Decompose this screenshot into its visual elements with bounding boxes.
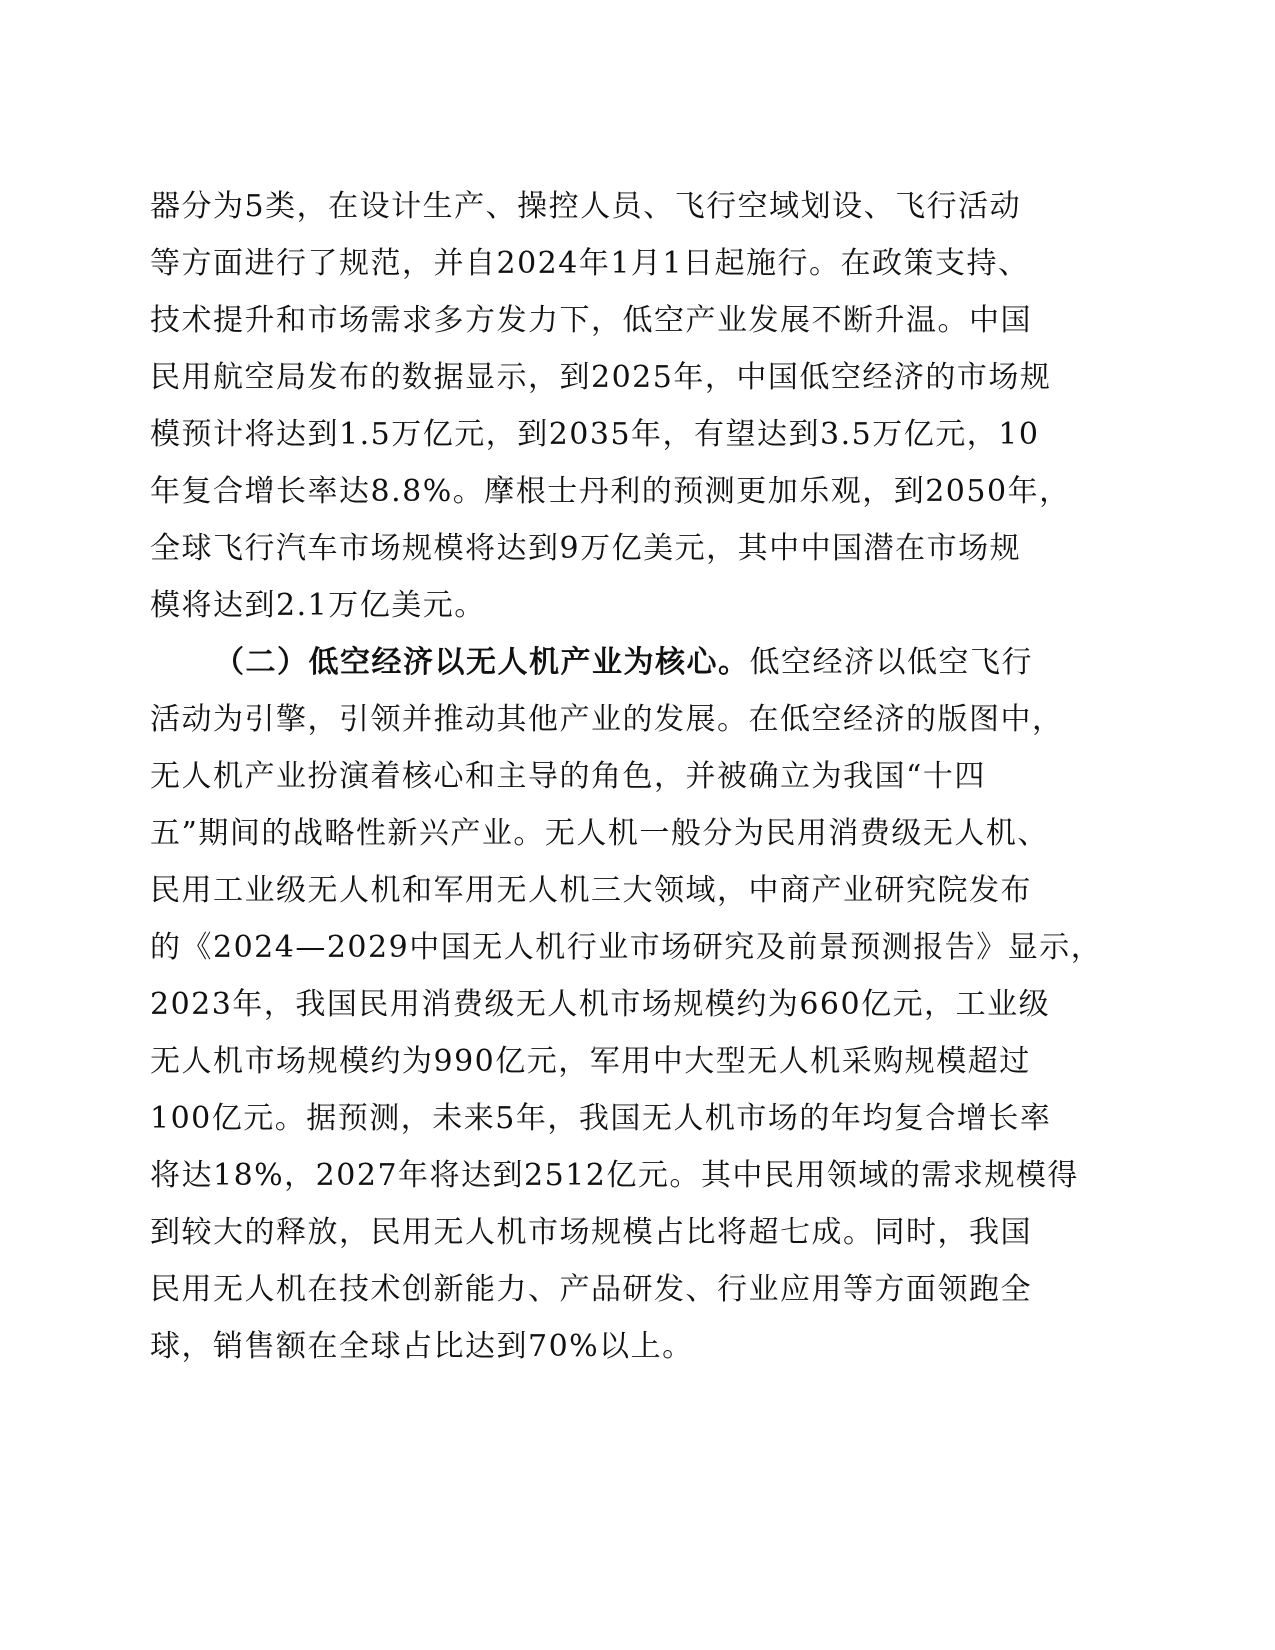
text-line: 将达18%，2027年将达到2512亿元。其中民用领域的需求规模得 (150, 1158, 1079, 1193)
text-line: 活动为引擎，引领并推动其他产业的发展。在低空经济的版图中， (150, 702, 1064, 737)
text-line: 模将达到2.1万亿美元。 (150, 588, 486, 623)
text-line: 球，销售额在全球占比达到70%以上。 (150, 1329, 694, 1364)
section-heading: （二）低空经济以无人机产业为核心。 (214, 645, 750, 680)
text-line: 五”期间的战略性新兴产业。无人机一般分为民用消费级无人机、 (150, 816, 1049, 851)
body-text (150, 178, 1103, 1375)
section-heading-line (150, 634, 1050, 691)
text-line: 全球飞行汽车市场规模将达到9万亿美元，其中中国潜在市场规 (150, 531, 1022, 566)
text-line: 模预计将达到1.5万亿元，到2035年，有望达到3.5万亿元，10 (150, 417, 1040, 452)
text-line: 无人机市场规模约为990亿元，军用中大型无人机采购规模超过 (150, 1044, 1031, 1079)
text-line: 2023年，我国民用消费级无人机市场规模约为660亿元，工业级 (150, 987, 1051, 1022)
text-line: 的《2024—2029中国无人机行业市场研究及前景预测报告》显示， (150, 930, 1103, 965)
text-line: 器分为5类，在设计生产、操控人员、飞行空域划设、飞行活动 (150, 189, 1022, 224)
text-line: 民用工业级无人机和军用无人机三大领域，中商产业研究院发布 (150, 873, 1032, 908)
text-line: 技术提升和市场需求多方发力下，低空产业发展不断升温。中国 (150, 303, 1032, 338)
text-line: 民用无人机在技术创新能力、产品研发、行业应用等方面领跑全 (150, 1272, 1032, 1307)
text-line: 无人机产业扮演着核心和主导的角色，并被确立为我国“十四 (150, 759, 986, 794)
text-run: 低空经济以低空飞行 (749, 645, 1033, 680)
text-line: 100亿元。据预测，未来5年，我国无人机市场的年均复合增长率 (150, 1101, 1052, 1136)
text-line: 年复合增长率达8.8%。摩根士丹利的预测更加乐观，到2050年， (150, 474, 1071, 509)
text-line: 等方面进行了规范，并自2024年1月1日起施行。在政策支持、 (150, 246, 1030, 281)
text-line: 民用航空局发布的数据显示，到2025年，中国低空经济的市场规 (150, 360, 1052, 395)
text-line: 到较大的释放，民用无人机市场规模占比将超七成。同时，我国 (150, 1215, 1032, 1250)
